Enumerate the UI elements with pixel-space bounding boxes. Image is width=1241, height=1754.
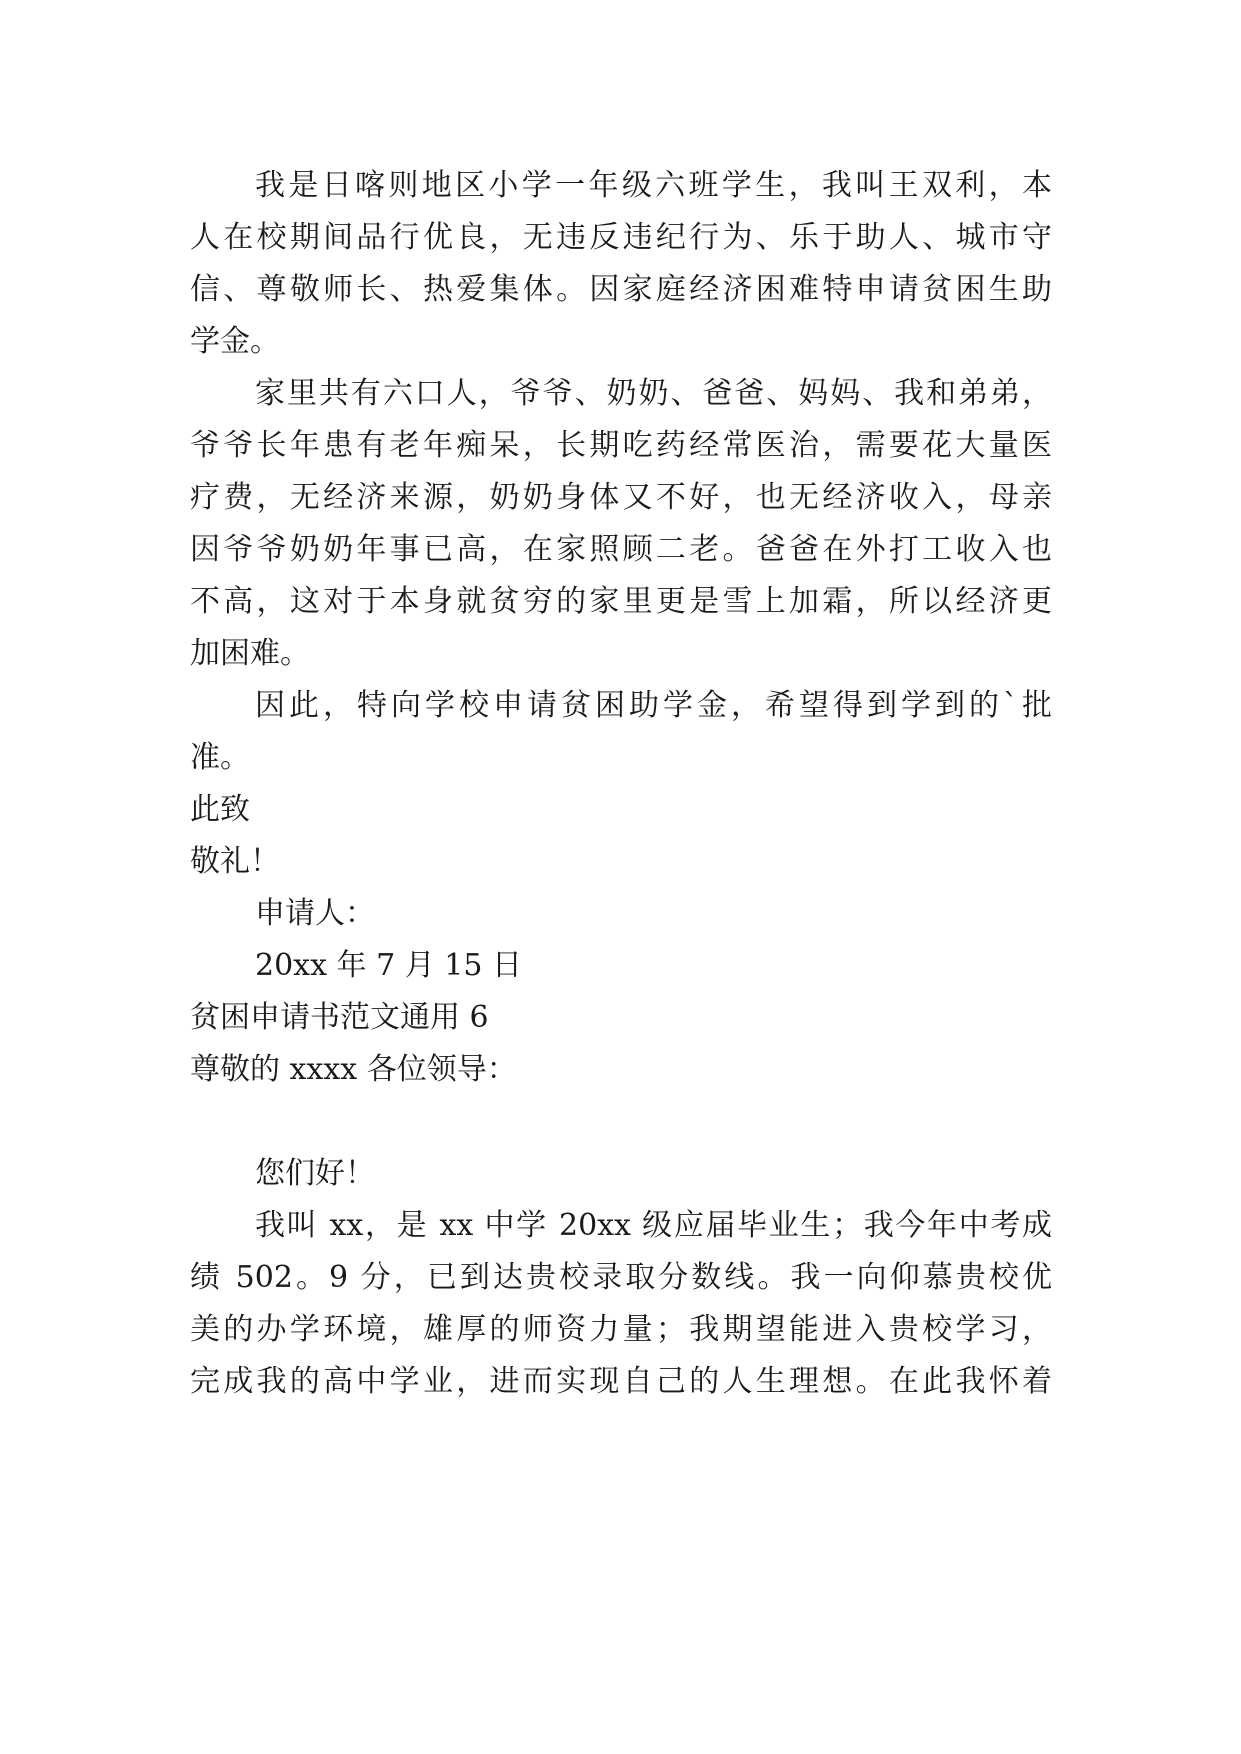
closing-jing-li: 敬礼！ xyxy=(190,844,280,879)
paragraph-3-line-1: 因此，特向学校申请贫困助学金，希望得到学到的`批 xyxy=(255,688,1052,723)
paragraph-4-line-3: 美的办学环境，雄厚的师资力量；我期望能进入贵校学习， xyxy=(190,1312,1052,1347)
greeting: 您们好！ xyxy=(255,1156,375,1191)
paragraph-2-line-2: 爷爷长年患有老年痴呆，长期吃药经常医治，需要花大量医 xyxy=(190,428,1052,463)
paragraph-4-line-2: 绩 502。9 分，已到达贵校录取分数线。我一向仰慕贵校优 xyxy=(190,1260,1052,1295)
salutation: 尊敬的 xxxx 各位领导： xyxy=(190,1052,517,1087)
paragraph-1-line-2: 人在校期间品行优良，无违反违纪行为、乐于助人、城市守 xyxy=(190,220,1052,255)
paragraph-2-line-6: 加困难。 xyxy=(190,636,310,671)
applicant-label: 申请人： xyxy=(255,896,375,931)
paragraph-1-line-4: 学金。 xyxy=(190,324,280,359)
closing-ci-zhi: 此致 xyxy=(190,792,250,827)
application-date: 20xx 年 7 月 15 日 xyxy=(255,948,522,983)
paragraph-2-line-3: 疗费，无经济来源，奶奶身体又不好，也无经济收入，母亲 xyxy=(190,480,1052,515)
paragraph-2-line-5: 不高，这对于本身就贫穷的家里更是雪上加霜，所以经济更 xyxy=(190,584,1052,619)
section-title: 贫困申请书范文通用 6 xyxy=(190,1000,489,1035)
paragraph-4-line-1: 我叫 xx，是 xx 中学 20xx 级应届毕业生；我今年中考成 xyxy=(255,1208,1052,1243)
paragraph-2-line-4: 因爷爷奶奶年事已高，在家照顾二老。爸爸在外打工收入也 xyxy=(190,532,1052,567)
paragraph-4-line-4: 完成我的高中学业，进而实现自己的人生理想。在此我怀着 xyxy=(190,1364,1052,1399)
paragraph-1-line-1: 我是日喀则地区小学一年级六班学生，我叫王双利，本 xyxy=(255,168,1052,203)
paragraph-3-line-2: 准。 xyxy=(190,740,250,775)
paragraph-1-line-3: 信、尊敬师长、热爱集体。因家庭经济困难特申请贫困生助 xyxy=(190,272,1052,307)
paragraph-2-line-1: 家里共有六口人，爷爷、奶奶、爸爸、妈妈、我和弟弟， xyxy=(255,376,1052,411)
